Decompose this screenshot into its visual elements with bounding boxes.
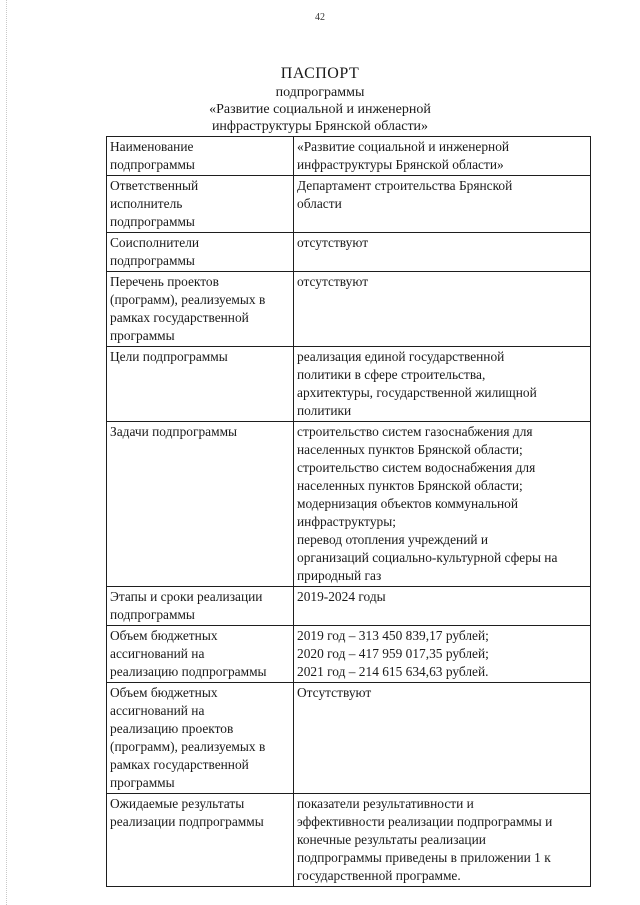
- row-label-cell: [107, 233, 294, 272]
- row-label-line: Ответственный: [110, 178, 199, 193]
- row-label-line: подпрограммы: [110, 214, 195, 229]
- row-value-line: 2021 год – 214 615 634,63 рублей.: [297, 664, 489, 679]
- heading-line: инфраструктуры Брянской области»: [211, 119, 429, 134]
- row-label-line: рамках государственной: [110, 310, 249, 325]
- row-value-line: населенных пунктов Брянской области;: [297, 478, 523, 493]
- document-heading: [0, 64, 640, 135]
- row-label-line: Задачи подпрограммы: [110, 424, 238, 439]
- row-value-line: отсутствуют: [297, 274, 369, 289]
- table-row: [107, 272, 591, 347]
- table-row: [107, 422, 591, 587]
- row-label-cell: [107, 422, 294, 587]
- row-label-cell: [107, 626, 294, 683]
- row-label-line: исполнитель: [110, 196, 183, 211]
- row-value-line: подпрограммы приведены в приложении 1 к: [297, 850, 551, 865]
- row-label-line: подпрограммы: [110, 607, 195, 622]
- row-label-line: Цели подпрограммы: [110, 349, 228, 364]
- page-number: 42: [315, 12, 325, 23]
- row-label-line: рамках государственной: [110, 757, 249, 772]
- row-value-cell: [294, 422, 591, 587]
- table-row: [107, 626, 591, 683]
- row-value-cell: [294, 347, 591, 422]
- row-value-line: 2020 год – 417 959 017,35 рублей;: [297, 646, 489, 661]
- row-value-line: государственной программе.: [297, 868, 461, 883]
- row-label-line: реализацию проектов: [110, 721, 234, 736]
- row-value-cell: [294, 587, 591, 626]
- row-value-line: реализация единой государственной: [297, 349, 505, 364]
- row-label-cell: [107, 587, 294, 626]
- row-value-cell: [294, 137, 591, 176]
- row-value-line: строительство систем водоснабжения для: [297, 460, 536, 475]
- row-label-line: реализацию подпрограммы: [110, 664, 267, 679]
- table-row: [107, 587, 591, 626]
- row-label-line: программы: [110, 328, 175, 343]
- row-label-line: Соисполнители: [110, 235, 200, 250]
- table-row: [107, 347, 591, 422]
- row-label-line: Этапы и сроки реализации: [110, 589, 263, 604]
- row-value-line: «Развитие социальной и инженерной: [297, 139, 510, 154]
- row-label-line: Объем бюджетных: [110, 628, 218, 643]
- page-edge-mark: [6, 0, 8, 905]
- row-value-line: населенных пунктов Брянской области;: [297, 442, 523, 457]
- row-value-cell: [294, 794, 591, 887]
- row-value-line: архитектуры, государственной жилищной: [297, 385, 537, 400]
- row-value-cell: [294, 272, 591, 347]
- row-value-cell: [294, 683, 591, 794]
- row-label-line: подпрограммы: [110, 157, 195, 172]
- row-value-cell: [294, 626, 591, 683]
- row-label-cell: [107, 347, 294, 422]
- row-value-line: конечные результаты реализации: [297, 832, 486, 847]
- row-label-cell: [107, 683, 294, 794]
- row-label-line: Объем бюджетных: [110, 685, 218, 700]
- row-label-line: Перечень проектов: [110, 274, 219, 289]
- row-label-line: Ожидаемые результаты: [110, 796, 245, 811]
- row-value-line: политики в сфере строительства,: [297, 367, 486, 382]
- row-value-line: природный газ: [297, 568, 382, 583]
- document-title: ПАСПОРТ: [280, 65, 360, 82]
- row-value-cell: [294, 176, 591, 233]
- table-row: [107, 794, 591, 887]
- row-value-line: эффективности реализации подпрограммы и: [297, 814, 553, 829]
- row-value-line: Департамент строительства Брянской: [297, 178, 513, 193]
- row-label-line: (программ), реализуемых в: [110, 292, 266, 307]
- row-label-line: ассигнований на: [110, 646, 205, 661]
- row-label-line: реализации подпрограммы: [110, 814, 264, 829]
- row-value-line: политики: [297, 403, 352, 418]
- row-label-line: программы: [110, 775, 175, 790]
- table-row: [107, 683, 591, 794]
- row-value-cell: [294, 233, 591, 272]
- row-value-line: 2019 год – 313 450 839,17 рублей;: [297, 628, 489, 643]
- row-label-line: ассигнований на: [110, 703, 205, 718]
- row-value-line: организаций социально-культурной сферы на: [297, 550, 558, 565]
- row-value-line: перевод отопления учреждений и: [297, 532, 489, 547]
- table-row: [107, 176, 591, 233]
- table-row: [107, 137, 591, 176]
- row-value-line: модернизация объектов коммунальной: [297, 496, 519, 511]
- row-label-cell: [107, 794, 294, 887]
- row-label-line: (программ), реализуемых в: [110, 739, 266, 754]
- heading-line: подпрограммы: [275, 85, 365, 100]
- row-value-line: отсутствуют: [297, 235, 369, 250]
- row-value-line: показатели результативности и: [297, 796, 474, 811]
- row-label-cell: [107, 137, 294, 176]
- row-label-cell: [107, 272, 294, 347]
- row-label-line: подпрограммы: [110, 253, 195, 268]
- row-value-line: области: [297, 196, 342, 211]
- row-value-line: инфраструктуры Брянской области»: [297, 157, 504, 172]
- row-value-line: строительство систем газоснабжения для: [297, 424, 533, 439]
- passport-table: [106, 136, 591, 887]
- heading-line: «Развитие социальной и инженерной: [209, 102, 431, 117]
- row-value-line: Отсутствуют: [297, 685, 372, 700]
- row-label-line: Наименование: [110, 139, 194, 154]
- row-label-cell: [107, 176, 294, 233]
- table-row: [107, 233, 591, 272]
- row-value-line: инфраструктуры;: [297, 514, 396, 529]
- row-value-line: 2019-2024 годы: [297, 589, 386, 604]
